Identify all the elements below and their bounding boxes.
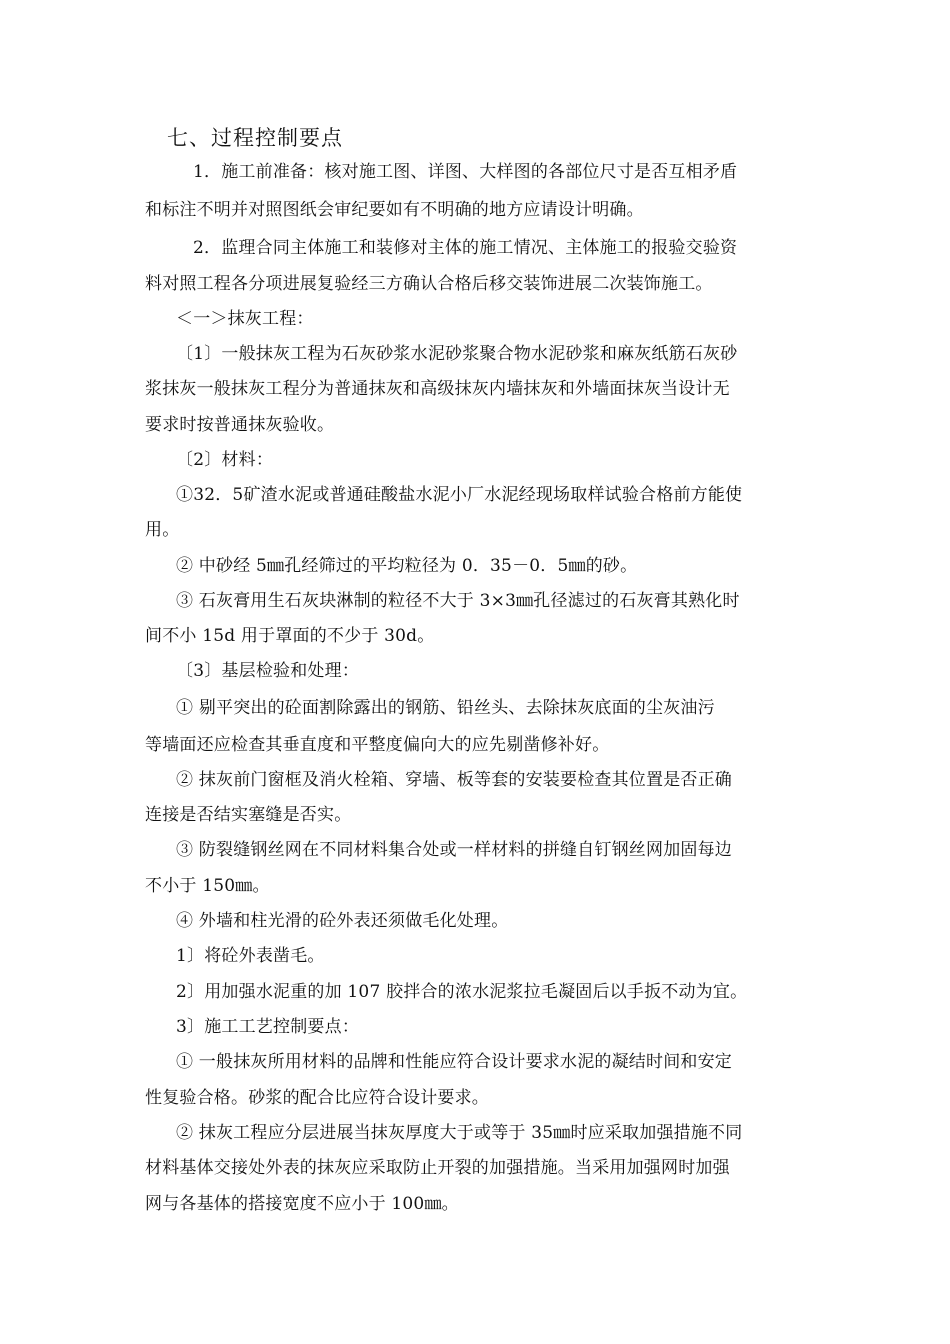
section-title: 七、过程控制要点 bbox=[167, 126, 343, 150]
paragraph-line: ② 中砂经 5㎜孔经筛过的平均粒径为 0．35－0．5㎜的砂。 bbox=[176, 556, 638, 576]
paragraph-line: 网与各基体的搭接宽度不应小于 100㎜。 bbox=[145, 1194, 459, 1214]
paragraph-line: 2〕用加强水泥重的加 107 胶拌合的浓水泥浆拉毛凝固后以手扳不动为宜。 bbox=[176, 982, 748, 1002]
paragraph-line: ① 一般抹灰所用材料的品牌和性能应符合设计要求水泥的凝结时间和安定 bbox=[176, 1052, 733, 1072]
paragraph-line: ③ 防裂缝钢丝网在不同材料集合处或一样材料的拼缝自钉钢丝网加固每边 bbox=[176, 840, 733, 860]
paragraph-line: 性复验合格。砂浆的配合比应符合设计要求。 bbox=[145, 1088, 489, 1108]
paragraph-line: ② 抹灰前门窗框及消火栓箱、穿墙、板等套的安装要检查其位置是否正确 bbox=[176, 770, 733, 790]
paragraph-line: 3〕施工工艺控制要点： bbox=[176, 1017, 360, 1037]
paragraph-line: 〔3〕基层检验和处理： bbox=[176, 661, 360, 681]
paragraph-line: ①32．5矿渣水泥或普通硅酸盐水泥小厂水泥经现场取样试验合格前方能使 bbox=[176, 485, 743, 505]
paragraph-line: ① 剔平突出的砼面割除露出的钢筋、铅丝头、去除抹灰底面的尘灰油污 bbox=[176, 698, 715, 718]
paragraph-line: 间不小 15d 用于罩面的不少于 30d。 bbox=[145, 626, 435, 646]
paragraph-line: 料对照工程各分项进展复验经三方确认合格后移交装饰进展二次装饰施工。 bbox=[145, 274, 713, 294]
paragraph-line: ② 抹灰工程应分层进展当抹灰厚度大于或等于 35㎜时应采取加强措施不同 bbox=[176, 1123, 743, 1143]
paragraph-line: 1．施工前准备：核对施工图、详图、大样图的各部位尺寸是否互相矛盾 bbox=[193, 162, 738, 182]
paragraph-line: 〔2〕材料： bbox=[176, 450, 274, 470]
paragraph-line: 等墙面还应检查其垂直度和平整度偏向大的应先剔凿修补好。 bbox=[145, 735, 610, 755]
paragraph-line: 2．监理合同主体施工和装修对主体的施工情况、主体施工的报验交验资 bbox=[193, 238, 738, 258]
paragraph-line: ④ 外墙和柱光滑的砼外表还须做毛化处理。 bbox=[176, 911, 509, 931]
paragraph-line: 要求时按普通抹灰验收。 bbox=[145, 415, 335, 435]
paragraph-line: 1〕将砼外表凿毛。 bbox=[176, 946, 325, 966]
subsection-heading: ＜一＞抹灰工程： bbox=[176, 309, 314, 329]
paragraph-line: 连接是否结实塞缝是否实。 bbox=[145, 805, 352, 825]
paragraph-line: 材料基体交接处外表的抹灰应采取防止开裂的加强措施。当采用加强网时加强 bbox=[145, 1158, 730, 1178]
paragraph-line: ③ 石灰膏用生石灰块淋制的粒径不大于 3×3㎜孔径滤过的石灰膏其熟化时 bbox=[176, 591, 740, 611]
paragraph-line: 用。 bbox=[145, 520, 180, 540]
paragraph-line: 〔1〕一般抹灰工程为石灰砂浆水泥砂浆聚合物水泥砂浆和麻灰纸筋石灰砂 bbox=[176, 344, 738, 364]
paragraph-line: 浆抹灰一般抹灰工程分为普通抹灰和高级抹灰内墙抹灰和外墙面抹灰当设计无 bbox=[145, 379, 730, 399]
paragraph-line: 不小于 150㎜。 bbox=[145, 876, 270, 896]
paragraph-line: 和标注不明并对照图纸会审纪要如有不明确的地方应请设计明确。 bbox=[145, 200, 644, 220]
